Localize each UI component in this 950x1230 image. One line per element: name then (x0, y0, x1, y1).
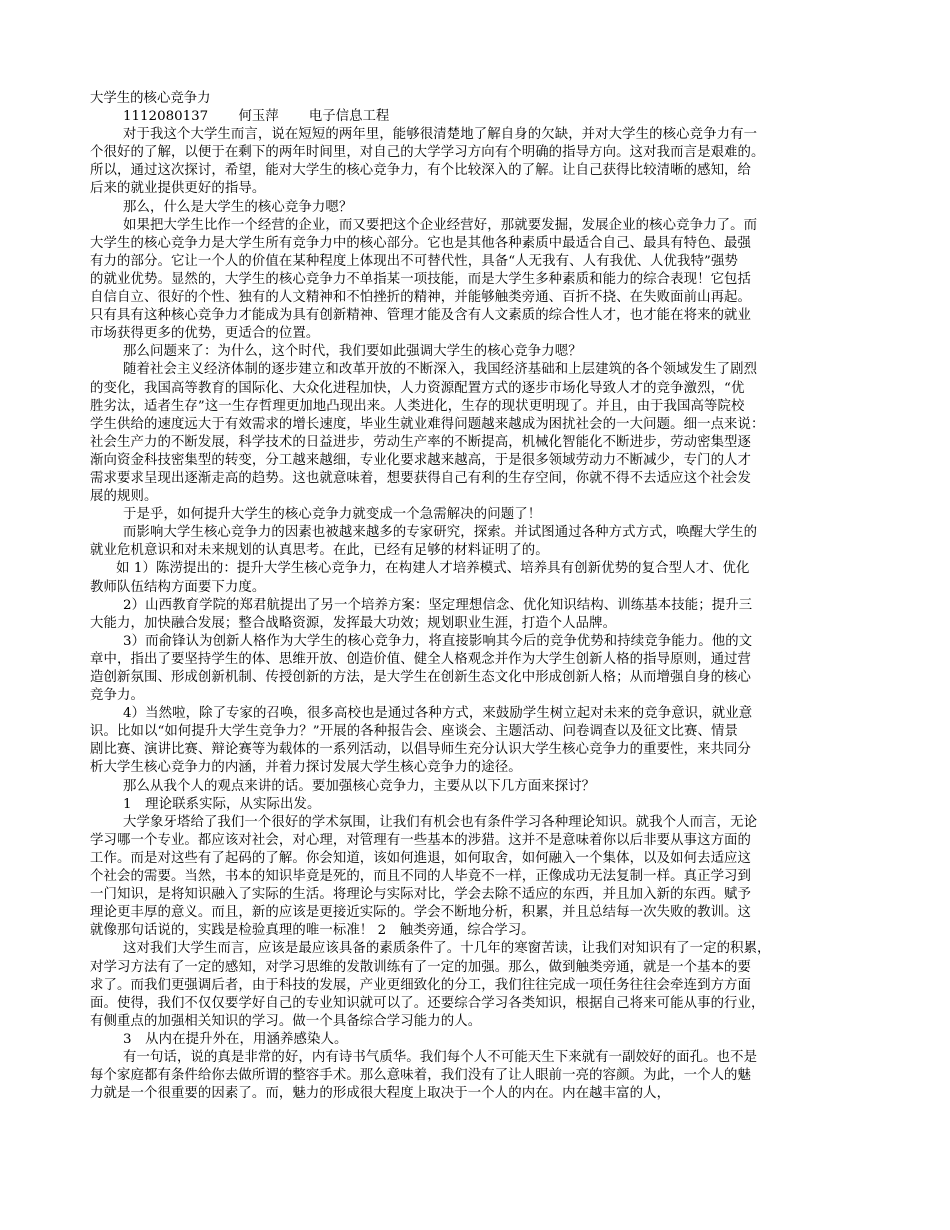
text-line: 工作。而是对这些有了起码的了解。你会知道，该如何進退，如何取舍，如何融入一个集体，以及如何去适应这 (90, 850, 752, 866)
text-line: 4）当然啦，除了专家的召唤，很多高校也是通过各种方式，来鼓励学生树立起对未来的竞争意识，就业意 (123, 706, 753, 722)
text-line: 有力的部分。它让一个人的价值在某种程度上体现出不可替代性，具备“人无我有、人有我优、人优我特”强势 (90, 253, 738, 269)
text-line: 展的规则。 (90, 489, 158, 505)
text-line: 随着社会主义经济体制的逐步建立和改革开放的不断深入，我国经济基础和上层建筑的各个领域发生了剧烈 (123, 362, 758, 378)
author-byline (90, 108, 860, 126)
text-line: 自信自立、很好的个性、独有的人文精神和不怕挫折的精神，并能够触类旁通、百折不挠、在失败面前山再起。 (90, 290, 752, 306)
text-line: 而影响大学生核心竞争力的因素也被越来越多的专家研究，探索。并试图通过各种方式方式，唤醒大学生的 (123, 525, 758, 541)
text-line: 有一句话，说的真是非常的好，内有诗书气质华。我们每个人不可能天生下来就有一副姣好的面孔。也不是 (123, 1049, 758, 1065)
text-line: 1 理论联系实际，从实际出发。 (123, 796, 321, 812)
text-line: 理论更丰厚的意义。而且，新的应该是更接近实际的。学会不断地分析，积累，并且总结每一次失败的教训。这 (90, 905, 752, 921)
text-line: 就像那句话说的，实践是检验真理的唯一标准！ 2 触类旁通，综合学习。 (90, 923, 535, 939)
text-line: 后来的就业提供更好的指导。 (90, 181, 266, 197)
document-body (90, 126, 860, 1103)
text-line: 3 从内在提升外在，用涵养感染人。 (123, 1031, 348, 1047)
author-major: 电子信息工程 (308, 109, 390, 125)
text-line: 胜劣汰，适者生存”这一生存哲理更加地凸现出来。人类进化，生存的现状更明现了。并且，由于我国高等院校 (90, 398, 745, 414)
text-line: 对学习方法有了一定的感知，对学习思维的发散训练有了一定的加强。那么，做到触类旁通，就是一个基本的要 (90, 959, 752, 975)
text-line: 一门知识，是将知识融入了实际的生活。将理论与实际对比，学会去除不适应的东西，并且加入新的东西。赋予 (90, 887, 752, 903)
text-line: 渐向资金科技密集型的转变，分工越来越细，专业化要求越来越高，于是很多领域劳动力不断减少，专门的人才 (90, 452, 752, 468)
text-line: 那么，什么是大学生的核心竞争力嗯？ (123, 199, 353, 215)
text-line: 如果把大学生比作一个经营的企业，而又要把这个企业经营好，那就要发掘，发展企业的核心竞争力了。而 (123, 217, 758, 233)
text-line: 那么从我个人的观点来讲的话。要加强核心竞争力，主要从以下几方面来探讨？ (123, 778, 596, 794)
text-line: 所以，通过这次探讨，希望，能对大学生的核心竞争力，有个比较深入的了解。让自己获得比较清晰的感知，给 (90, 163, 752, 179)
text-line: 社会生产力的不断发展，科学技术的日益进步，劳动生产率的不断提高，机械化智能化不断进步，劳动密集型逐 (90, 434, 752, 450)
text-line: 如 1）陈涝提出的：提升大学生核心竞争力，在构建人才培养模式、培养具有创新优势的复合型人才、优化 (116, 561, 750, 577)
text-line: 只有具有这种核心竞争力才能成为具有创新精神、管理才能及含有人文素质的综合性人才，也才能在将来的就业 (90, 308, 752, 324)
text-line: 剧比赛、演讲比赛、辩论赛等为载体的一系列活动，以倡导师生充分认识大学生核心竞争力的重要性，来共同分 (90, 742, 752, 758)
text-line: 就业危机意识和对未来规划的认真思考。在此，已经有足够的材料证明了的。 (90, 543, 549, 559)
text-line: 析大学生核心竞争力的内涵，并着力探讨发展大学生核心竞争力的途径。 (90, 760, 522, 776)
text-line: 于是乎，如何提升大学生的核心竞争力就变成一个急需解决的问题了！ (123, 507, 542, 523)
text-line: 有侧重点的加强相关知识的学习。做一个具备综合学习能力的人。 (90, 1013, 482, 1029)
author-name: 何玉萍 (238, 109, 279, 125)
text-line: 识。比如以“如何提升大学生竞争力？”开展的各种报告会、座谈会、主题活动、问卷调查以及征文比赛、情景 (90, 724, 738, 740)
text-line: 大学象牙塔给了我们一个很好的学术氛围，让我们有机会也有条件学习各种理论知识。就我个人而言，无论 (123, 814, 758, 830)
text-line: 对于我这个大学生而言，说在短短的两年里，能够很清楚地了解自身的欠缺，并对大学生的核心竞争力有一 (123, 127, 758, 143)
text-line: 的变化，我国高等教育的国际化、大众化进程加快，人力资源配置方式的逐步市场化导致人才的竞争激烈，“优 (90, 380, 745, 396)
student-id: 1112080137 (123, 109, 209, 125)
text-line: 需求要求呈现出逐渐走高的趋势。这也就意味着，想要获得自己有利的生存空间，你就不得不去适应这个社会发 (90, 470, 752, 486)
text-line: 个很好的了解，以便于在剩下的两年时间里，对自己的大学学习方向有个明确的指导方向。这对我而言是艰难的。 (90, 145, 765, 161)
text-line: 学生供给的速度远大于有效需求的增长速度，毕业生就业难得问题越来越成为困扰社会的一大问题。细一点来说： (90, 416, 765, 432)
text-line: 求了。而我们更强调后者，由于科技的发展，产业更细致化的分工，我们往往完成一项任务往往会牵连到方方面 (90, 977, 752, 993)
text-line: 力就是一个很重要的因素了。而，魅力的形成很大程度上取决于一个人的内在。内在越丰富的人， (90, 1086, 671, 1102)
text-line: 的就业优势。显然的，大学生的核心竞争力不单指某一项技能，而是大学生多种素质和能力的综合表现！它包括 (90, 271, 752, 287)
text-line: 造创新氛围、形成创新机制、传授创新的方法，是大学生在创新生态文化中形成创新人格；从而增强自身的核心 (90, 670, 752, 685)
text-line: 大学生的核心竞争力是大学生所有竞争力中的核心部分。它也是其他各种素质中最适合自己、最具有特色、最强 (90, 235, 752, 251)
text-line: 这对我们大学生而言，应该是最应该具备的素质条件了。十几年的寒窗苦读，让我们对知识有了一定的积累， (123, 941, 771, 957)
text-line: 那么问题来了：为什么，这个时代，我们要如此强调大学生的核心竞争力嗯？ (123, 344, 582, 360)
text-line: 3）而俞锋认为创新人格作为大学生的核心竞争力，将直接影响其今后的竞争优势和持续竞争能力。他的文 (123, 633, 753, 649)
document-page (90, 90, 860, 1103)
text-line: 教师队伍结构方面要下力度。 (90, 579, 266, 595)
text-line: 学习哪一个专业。都应该对社会，对心理，对管理有一些基本的涉猎。这并不是意味着你以后非要从事这方面的 (90, 832, 752, 848)
text-line: 2）山西教育学院的郑君航提出了另一个培养方案：坚定理想信念、优化知识结构、训练基本技能；提升三 (123, 597, 753, 613)
document-title: 大学生的核心竞争力 (90, 91, 211, 106)
text-line: 每个家庭都有条件给你去做所谓的整容手术。那么意味着，我们没有了让人眼前一亮的容颜。为此，一个人的魅 (90, 1068, 752, 1084)
text-line: 竞争力。 (90, 688, 144, 704)
text-line: 面。使得，我们不仅仅要学好自己的专业知识就可以了。还要综合学习各类知识，根据自己将来可能从事的行业， (90, 995, 765, 1011)
text-line: 大能力，加快融合发展；整合战略资源，发挥最大功效；规划职业生涯，打造个人品牌。 (90, 615, 617, 631)
text-line: 章中，指出了要坚持学生的体、思维开放、创造价值、健全人格观念并作为大学生创新人格的指导原则，通过营 (90, 651, 752, 667)
text-line: 个社会的需要。当然，书本的知识毕竟是死的，而且不同的人毕竟不一样，正像成功无法复制一样。真正学习到 (90, 869, 752, 885)
text-line: 市场获得更多的优势，更适合的位置。 (90, 326, 320, 342)
